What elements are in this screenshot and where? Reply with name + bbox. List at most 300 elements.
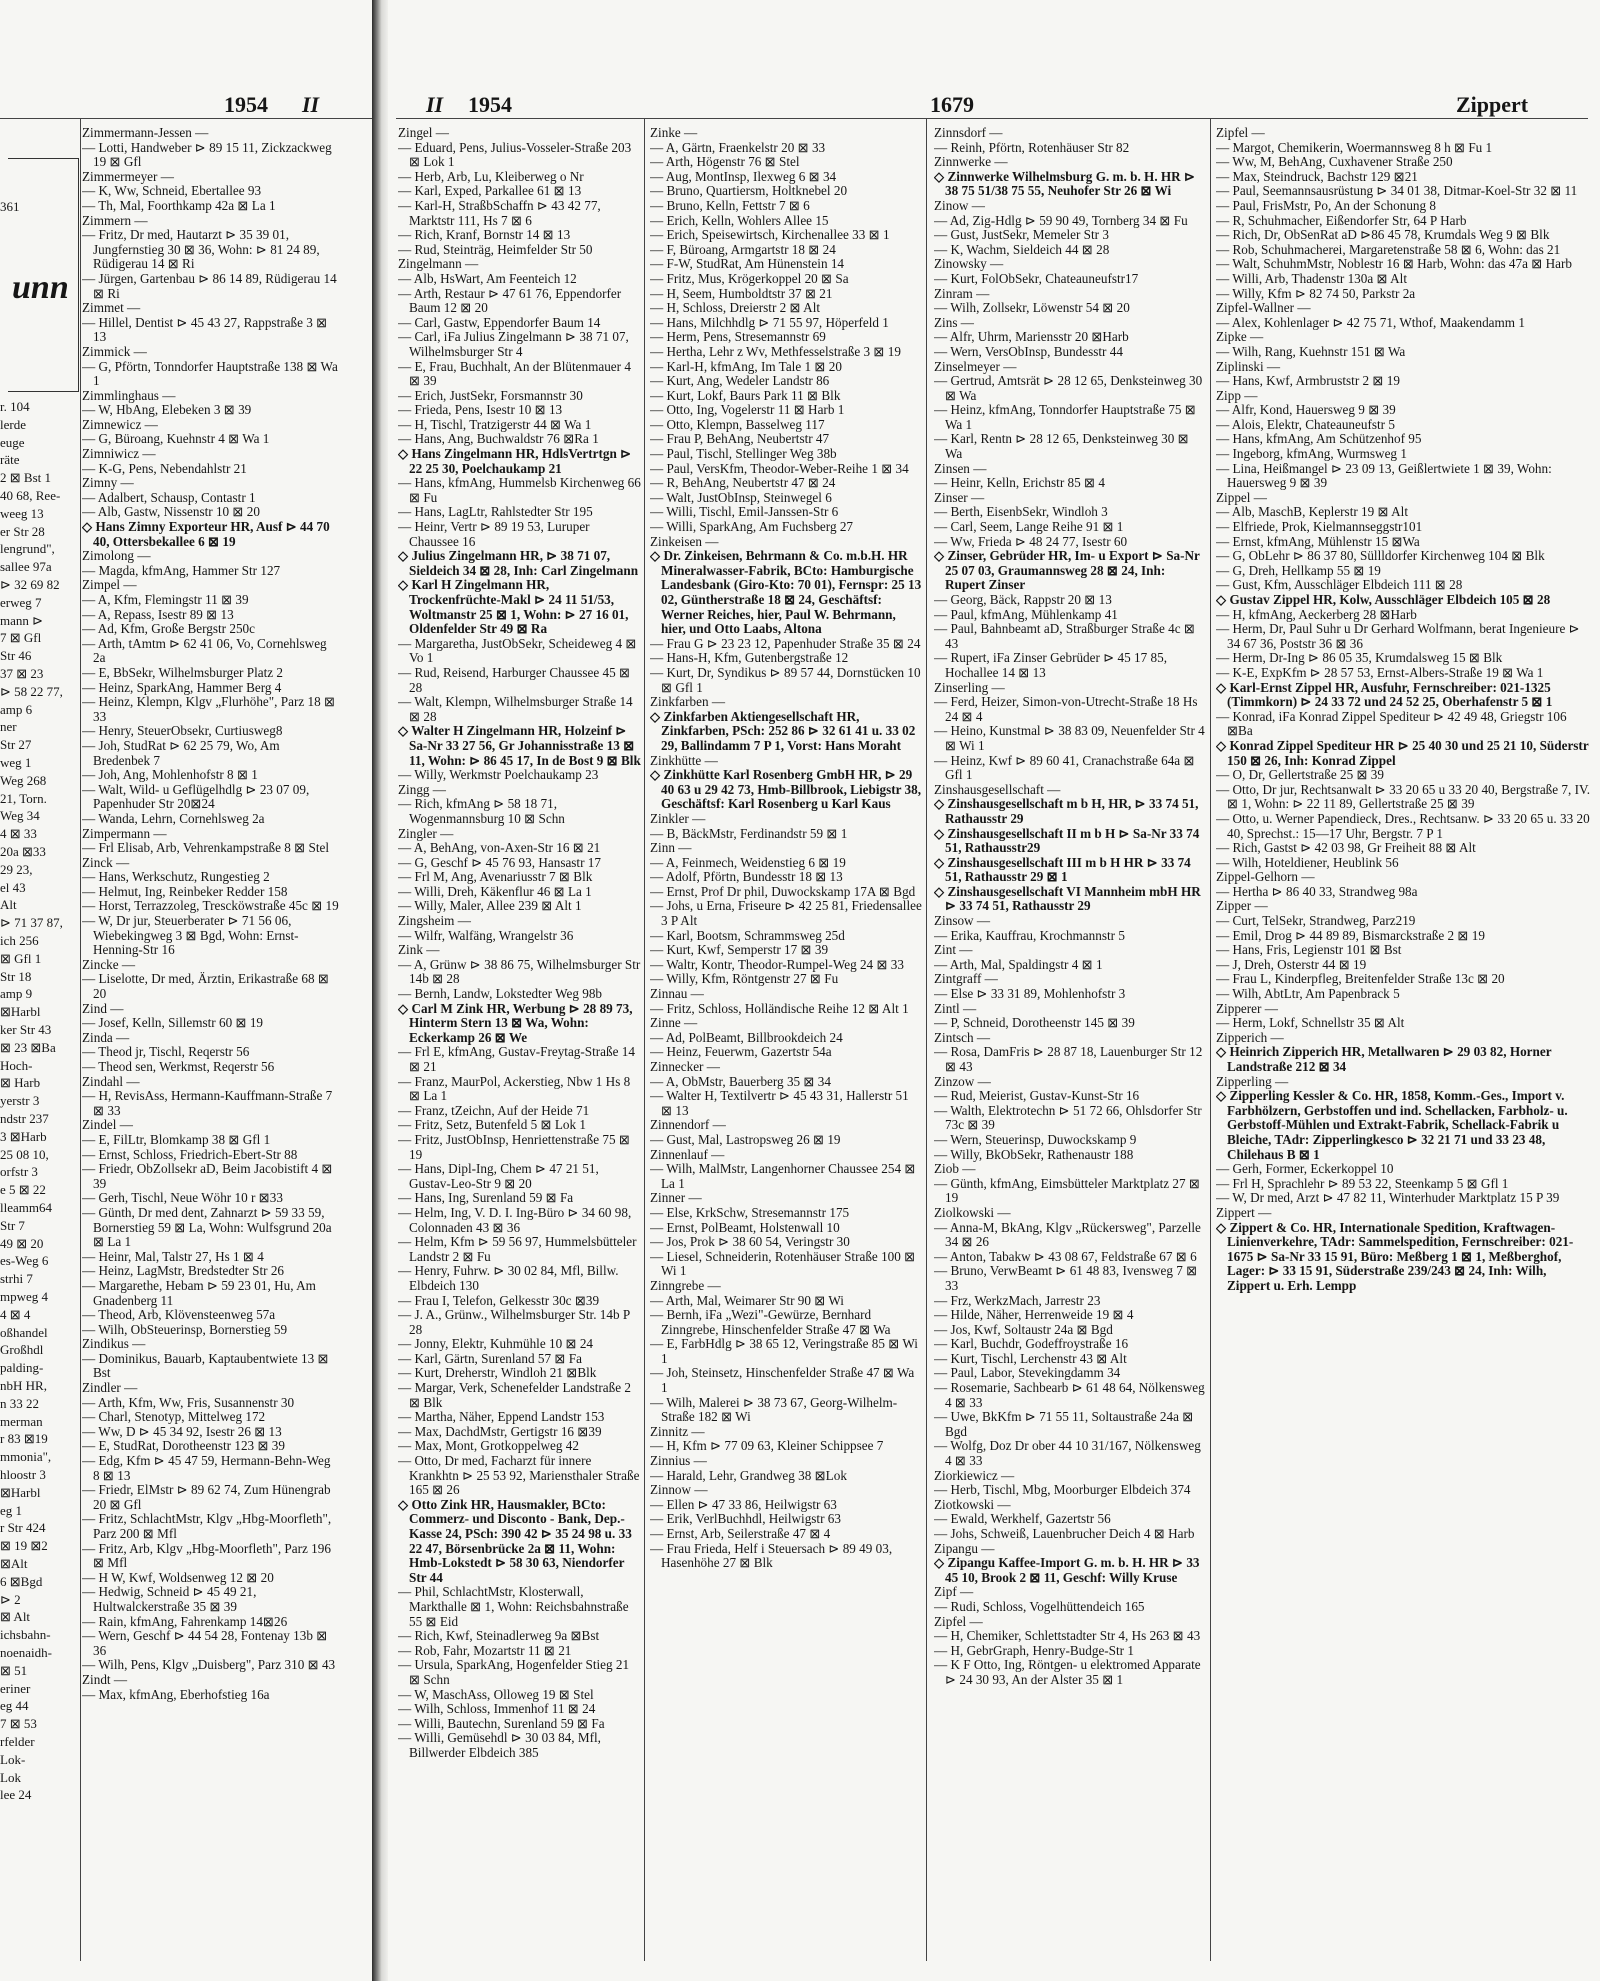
left-edge-fragment: yerstr 3 [0,1094,40,1109]
entry-line: — Friedr, ElMstr ⊳ 89 62 74, Zum Hünengrab 20 ⊠ Gfl [82,1482,331,1512]
entry-line: — Kurt, Lokf, Baurs Park 11 ⊠ Blk [650,387,841,403]
directory-entry [82,1337,340,1381]
left-edge-fragment: Weg 34 [0,809,40,824]
entry-line: — Ad, PolBeamt, Billbrookdeich 24 [650,1029,843,1045]
left-edge-fragment: weeg 13 [0,506,44,521]
entry-line: — Heinz, LagMstr, Bredstedter Str 26 [82,1263,285,1279]
entry-line: — Erich, Speisewirtsch, Kirchenallee 33 ⊠ 1 [650,227,890,243]
entry-surname: Zimmermeyer — [82,168,174,184]
entry-line: — Ferd, Heizer, Simon-von-Utrecht-Straße 18 Hs 24 ⊠ 4 [934,694,1198,724]
entry-line: — Ww, D ⊳ 45 34 92, Isestr 26 ⊠ 13 [82,1423,282,1439]
entry-line: — Wern, Steuerinsp, Duwockskamp 9 [934,1131,1137,1147]
entry-line: — Wilh, Pens, Klgv „Duisberg", Parz 310 ⊠ 43 [82,1657,336,1673]
entry-line: — Gerh, Former, Eckerkoppel 10 [1216,1161,1394,1177]
entry-line: ◇ Karl-Ernst Zippel HR, Ausfuhr, Fernschreiber: 021-1325 (Timmkorn) ⊳ 24 33 72 und 24 52 25, Oberhafenstr 5 ⊠ 1 [1216,679,1553,710]
left-edge-fragment: el 43 [0,880,26,895]
entry-line: — Arth, Restaur ⊳ 47 61 76, Eppendorfer Baum 12 ⊠ 20 [398,285,622,316]
directory-entry [650,535,922,696]
entry-line: — Hans, Fris, Legienstr 101 ⊠ Bst [1216,942,1402,958]
entry-surname: Zinne — [650,1015,698,1031]
entry-line: — Emil, Drog ⊳ 44 89 89, Bismarckstraße 2 ⊠ 19 [1216,927,1485,943]
entry-line: — Fritz, Schloss, Holländische Reihe 12 ⊠ Alt 1 [650,1000,909,1016]
entry-line: — H, RevisAss, Hermann-Kauffmann-Straße 7 ⊠ 33 [82,1088,333,1118]
entry-surname: Zippel — [1216,489,1267,505]
entry-line: — Alb, HsWart, Am Feenteich 12 [398,270,577,286]
left-edge-fragment: 49 ⊠ 20 [0,1236,44,1251]
directory-entry [650,754,922,812]
entry-surname: Zipke — [1216,329,1264,345]
entry-line: — Joh, Ang, Mohlenhofstr 8 ⊠ 1 [82,767,258,783]
entry-line: ◇ Gustav Zippel HR, Kolw, Ausschläger Elbdeich 105 ⊠ 28 [1216,592,1551,607]
entry-line: — Johs, Schweiß, Lauenbrucher Deich 4 ⊠ Harb [934,1526,1195,1541]
entry-line: ◇ Zinser, Gebrüder HR, Im- u Export ⊳ Sa-Nr 25 07 03, Graumannsweg 28 ⊠ 24, Inh: Rupert Zinser [934,548,1200,593]
entry-line: — Herm, Lokf, Schnellstr 35 ⊠ Alt [1216,1015,1405,1031]
entry-line: — Th, Mal, Foorthkamp 42a ⊠ La 1 [82,197,276,213]
column-2 [650,126,922,1571]
entry-line: — Bernh, Landw, Lokstedter Weg 98b [398,986,603,1002]
directory-entry [934,316,1206,360]
entry-surname: Zingler — [398,825,454,841]
entry-surname: Zinnendorf — [650,1117,726,1133]
entry-line: — Heino, Kunstmal ⊳ 38 83 09, Neuenfelder Str 4 ⊠ Wi 1 [934,723,1205,753]
entry-line: — Joh, StudRat ⊳ 62 25 79, Wo, Am Bredenbek 7 [82,737,280,768]
directory-entry [82,301,340,345]
entry-line: — Carl, Seem, Lange Reihe 91 ⊠ 1 [934,519,1124,535]
entry-line: — Hans-H, Kfm, Gutenbergstraße 12 [650,650,849,666]
entry-line: — Rud, Reisend, Harburger Chaussee 45 ⊠ 28 [398,664,631,695]
entry-line: — Rudi, Schloss, Vogelhüttendeich 165 [934,1598,1145,1614]
left-edge-fragment: Str 18 [0,969,32,984]
directory-entry [934,783,1206,914]
entry-line: — H, Schloss, Dreierstr 2 ⊠ Alt [650,300,821,316]
entry-surname: Zinnenlauf — [650,1146,725,1162]
entry-line: ◇ Zinshausgesellschaft III m b H HR ⊳ 33 74 51, Rathausstr 29 ⊠ 1 [934,854,1191,885]
entry-line: — Anna-M, BkAng, Klgv „Rückersweg", Parzelle 34 ⊠ 26 [934,1219,1201,1250]
entry-surname: Zincke — [82,956,136,972]
entry-surname: Zinnwerke — [934,154,1008,170]
entry-line: ◇ Julius Zingelmann HR, ⊳ 38 71 07, Sieldeich 34 ⊠ 28, Inh: Carl Zingelmann [398,548,639,578]
entry-surname: Zimpel — [82,577,137,593]
entry-line: — Frau G ⊳ 23 23 12, Papenhuder Straße 35 ⊠ 24 [650,635,921,651]
entry-line: — Carl, Gastw, Eppendorfer Baum 14 [398,314,601,330]
left-edge-fragment: orfstr 3 [0,1165,38,1180]
entry-line: — Frl Elisab, Arb, Vehrenkampstraße 8 ⊠ Stel [82,840,330,856]
entry-line: — Heinz, kfmAng, Tonndorfer Hauptstraße 75 ⊠ Wa 1 [934,402,1196,432]
entry-line: — Lotti, Handweber ⊳ 89 15 11, Zickzackweg 19 ⊠ Gfl [82,139,332,170]
directory-entry [650,1483,922,1571]
entry-line: — Rob, Schuhmacherei, Margaretenstraße 58 ⊠ 6, Wohn: das 21 [1216,241,1561,257]
left-edge-fragment: palding- [0,1361,44,1376]
entry-line: — Wilh, AbtLtr, Am Papenbrack 5 [1216,986,1400,1002]
entry-line: — Karl-H, StraßbSchaffn ⊳ 43 42 77, Marktstr 111, Hs 7 ⊠ 6 [398,197,601,228]
entry-line: — Fritz, Setz, Butenfeld 5 ⊠ Lok 1 [398,1117,586,1133]
entry-line: — Heinr, Mal, Talstr 27, Hs 1 ⊠ 4 [82,1248,264,1264]
entry-line: — Margarethe, Hebam ⊳ 59 23 01, Hu, Am Gnadenberg 11 [82,1277,316,1308]
entry-line: — Wern, VersObInsp, Bundesstr 44 [934,343,1123,359]
left-edge-fragment: lee 24 [0,1788,32,1803]
entry-line: — Alb, Gastw, Nissenstr 10 ⊠ 20 [82,504,260,520]
entry-surname: Zinn — [650,840,692,856]
entry-line: — Willy, Werkmstr Poelchaukamp 23 [398,767,599,783]
entry-line: — B, BäckMstr, Ferdinandstr 59 ⊠ 1 [650,825,848,841]
entry-line: ◇ Zinkhütte Karl Rosenberg GmbH HR, ⊳ 29 40 63 u 29 42 73, Hmb-Billbrook, Liebigstr 38, Geschäftsf: Karl Rosenberg u Karl Kaus [650,767,921,812]
entry-line: — Uwe, BkKfm ⊳ 71 55 11, Soltaustraße 24a ⊠ Bgd [934,1409,1194,1439]
entry-line: — Johs, u Erna, Friseure ⊳ 42 25 81, Friedensallee 3 P Alt [650,898,922,929]
left-edge-fragment: ⊳ 32 69 82 [0,578,60,592]
entry-line: — Hedwig, Schneid ⊳ 45 49 21, Hultwalckerstraße 35 ⊠ 39 [82,1584,257,1614]
entry-line: — Walt, Klempn, Wilhelmsburger Straße 14 ⊠ 28 [398,694,633,724]
directory-entry [82,214,340,302]
entry-surname: Zimmermann-Jessen — [82,126,209,140]
entry-line: — R, Schuhmacher, Eißendorfer Str, 64 P Harb [1216,212,1467,228]
directory-entry [934,491,1206,681]
entry-line: — Ursula, SparkAng, Hogenfelder Stieg 21 ⊠ Schn [398,1657,630,1687]
left-edge-fragment: 7 ⊠ Gfl [0,631,42,646]
directory-entry [82,1031,340,1075]
left-edge-fragment: ⊠Alt [0,1557,28,1571]
entry-line: — H, GebrGraph, Henry-Budge-Str 1 [934,1642,1134,1658]
left-edge-fragment: 29 23, [0,862,33,877]
entry-line: — Wolfg, Doz Dr ober 44 10 31/167, Nölkensweg 4 ⊠ 33 [934,1438,1201,1469]
entry-surname: Zinser — [934,489,985,505]
entry-surname: Zipfel-Wallner — [1216,300,1311,316]
left-edge-fragment: Alt [0,898,17,913]
entry-line: ◇ Zinshausgesellschaft II m b H ⊳ Sa-Nr 33 74 51, Rathausstr29 [934,825,1200,856]
left-edge-fragment: 4 ⊠ 4 [0,1307,31,1322]
entry-line: — Theod jr, Tischl, Reqerstr 56 [82,1044,250,1060]
entry-surname: Zindler — [82,1380,138,1396]
entry-surname: Zinnsdorf — [934,126,1003,140]
directory-entry [934,1206,1206,1469]
entry-line: — G, ObLehr ⊳ 86 37 80, Süllldorfer Kirchenweg 104 ⊠ Blk [1216,548,1545,564]
left-edge-fragment: amp 9 [0,987,33,1002]
entry-line: — Frl M, Ang, Avenariusstr 7 ⊠ Blk [398,869,593,885]
entry-line: — Frau I, Telefon, Gelkesstr 30c ⊠39 [398,1292,600,1308]
entry-line: — Willy, Maler, Allee 239 ⊠ Alt 1 [398,898,582,914]
entry-surname: Zimolong — [82,548,151,564]
entry-surname: Zindt — [82,1671,128,1687]
entry-line: — Hans, Ang, Buchwaldstr 76 ⊠Ra 1 [398,431,599,447]
entry-line: ◇ Zinshausgesellschaft m b H, HR, ⊳ 33 74 51, Rathausstr 29 [934,796,1199,826]
entry-line: — Willi, Dreh, Käkenflur 46 ⊠ La 1 [398,883,592,899]
entry-line: — Margaretha, JustObSekr, Scheideweg 4 ⊠ Vo 1 [398,635,637,666]
left-edge-fragment: 40 68, Ree- [0,489,61,503]
entry-line: — Wern, Geschf ⊳ 44 54 28, Fontenay 13b ⊠ 36 [82,1628,328,1658]
entry-line: — Paul, Seemannsausrüstung ⊳ 34 01 38, Ditmar-Koel-Str 32 ⊠ 11 [1216,183,1578,199]
directory-entry [82,549,340,578]
entry-line: — Hertha ⊳ 86 40 33, Strandweg 98a [1216,883,1418,899]
directory-entry [934,1031,1206,1075]
entry-line: — Fritz, SchlachtMstr, Klgv „Hbg-Moorfleth", Parz 200 ⊠ Mfl [82,1511,332,1541]
entry-line: — H W, Kwf, Woldsenweg 12 ⊠ 20 [82,1569,274,1585]
directory-entry [82,389,340,418]
entry-line: — Walt, Wild- u Geflügelhdlg ⊳ 23 07 09, Papenhuder Str 20⊠24 [82,781,310,812]
entry-line: — Margar, Verk, Schenefelder Landstraße 2 ⊠ Blk [398,1380,631,1410]
entry-line: — E, FarbHdlg ⊳ 38 65 12, Veringstraße 85 ⊠ Wi 1 [650,1336,918,1366]
directory-entry [82,578,340,826]
left-edge-fragment: nbH HR, [0,1379,47,1393]
entry-line: — Herb, Arb, Lu, Kleiberweg o Nr [398,168,584,184]
directory-entry [82,476,340,549]
entry-line: — Bruno, Kelln, Fettstr 7 ⊠ 6 [650,197,810,213]
entry-line: — Wilh, ObSteuerinsp, Bornerstieg 59 [82,1321,288,1337]
left-edge-fragment: lerde [0,417,26,432]
directory-entry [1216,1031,1592,1075]
entry-surname: Zipfel — [1216,126,1265,140]
left-edge-fragment: Hoch- [0,1058,33,1073]
entry-line: — E, StudRat, Dorotheenstr 123 ⊠ 39 [82,1438,285,1454]
entry-line: — Paul, Labor, Stevekingdamm 34 [934,1365,1121,1381]
entry-surname: Zipperich — [1216,1029,1284,1045]
directory-entry [1216,360,1592,389]
directory-entry [82,447,340,476]
left-edge-fragment: Weg 268 [0,773,47,788]
entry-line: — Arth, Mal, Spaldingstr 4 ⊠ 1 [934,956,1103,972]
left-edge-fragment: 3 ⊠Harb [0,1129,47,1144]
entry-line: — Bernh, iFa „Wezi"-Gewürze, Bernhard Zinngrebe, Hinschenfelder Straße 47 ⊠ Wa [650,1307,891,1337]
directory-entry [82,170,340,214]
directory-entry [82,418,340,447]
left-edge-fragment: hloostr 3 [0,1468,46,1482]
entry-line: ◇ Zinshausgesellschaft VI Mannheim mbH HR ⊳ 33 74 51, Rathausstr 29 [934,883,1201,914]
entry-surname: Zinda — [82,1029,130,1045]
entry-line: — Lina, Heißmangel ⊳ 23 09 13, Geißlertwiete 1 ⊠ 39, Wohn: Hauersweg 9 ⊠ 39 [1216,460,1552,491]
entry-line: — Helm, Kfm ⊳ 59 56 97, Hummelsbütteler Landstr 2 ⊠ Fu [398,1234,637,1264]
left-edge-fragment: lleamm64 [0,1201,52,1215]
directory-entry [934,1585,1206,1614]
column-rule [1210,118,1211,1961]
directory-entry [82,827,340,856]
left-edge-fragment: 37 ⊠ 23 [0,667,44,681]
header-rule [396,118,1588,119]
left-edge-fragment: eg 1 [0,1503,23,1518]
directory-entry [82,345,340,389]
entry-line: — Else, KrkSchw, Stresemannstr 175 [650,1204,850,1220]
entry-line: — Frau Frieda, Helf i Steuersach ⊳ 89 49 03, Hasenhöhe 27 ⊠ Blk [650,1540,893,1571]
left-column-rule [80,118,81,1961]
entry-line: — Kurt, Dr, Syndikus ⊳ 89 57 44, Dornstücken 10 ⊠ Gfl 1 [650,664,921,695]
entry-line: — Frl H, Sprachlehr ⊳ 89 53 22, Steenkamp 5 ⊠ Gfl 1 [1216,1175,1509,1191]
entry-surname: Ziplinski — [1216,358,1281,374]
entry-surname: Ziob — [934,1161,976,1177]
entry-line: — Magda, kfmAng, Hammer Str 127 [82,562,281,578]
left-edge-fragment: e 5 ⊠ 22 [0,1183,46,1198]
entry-line: — Willy, Kfm ⊳ 82 74 50, Parkstr 2a [1216,285,1416,301]
left-edge-fragment: ndstr 237 [0,1112,49,1126]
entry-line: — Liesel, Schneiderin, Rotenhäuser Straße 100 ⊠ Wi 1 [650,1248,916,1279]
entry-line: — Walt, SchuhmMstr, Noblestr 16 ⊠ Harb, Wohn: das 47a ⊠ Harb [1216,256,1572,272]
left-inset-text: unn [12,269,69,306]
entry-line: — K-G, Pens, Nebendahlstr 21 [82,460,247,476]
column-4 [1216,126,1592,1294]
entry-line: — A, Gärtn, Fraenkelstr 20 ⊠ 33 [650,139,826,155]
entry-surname: Zipangu — [934,1540,995,1556]
entry-line: — Jürgen, Gartenbau ⊳ 86 14 89, Rüdigerau 14 ⊠ Ri [82,270,337,301]
directory-entry [398,827,642,915]
entry-line: — Erich, Kelln, Wohlers Allee 15 [650,212,829,228]
entry-line: — Rosa, DamFris ⊳ 28 87 18, Lauenburger Str 12 ⊠ 43 [934,1044,1203,1074]
entry-line: — Theod sen, Werkmst, Reqerstr 56 [82,1059,275,1074]
entry-line: — Hans, Ing, Surenland 59 ⊠ Fa [398,1190,574,1206]
entry-line: — Otto, u. Werner Papendieck, Dres., Rechtsanw. ⊳ 33 20 65 u. 33 20 40, Sprechst.: 15—17 Uhr, Bergstr. 7 P 1 [1216,810,1590,841]
entry-line: — O, Dr, Gellertstraße 25 ⊠ 39 [1216,767,1384,783]
entry-surname: Zippert — [1216,1204,1272,1220]
directory-entry [934,914,1206,943]
directory-entry [1216,330,1592,359]
entry-line: — E, BbSekr, Wilhelmsburger Platz 2 [82,664,284,680]
entry-surname: Zinner — [650,1190,702,1206]
entry-line: — Alois, Elektr, Chateauneufstr 5 [1216,416,1395,432]
entry-line: — Adolf, Pförtn, Bundesstr 18 ⊠ 13 [650,869,843,885]
directory-entry [934,462,1206,491]
entry-surname: Zipperling — [1216,1073,1289,1089]
directory-entry [650,1191,922,1279]
entry-surname: Zimpermann — [82,825,167,841]
entry-line: — E, FilLtr, Blomkamp 38 ⊠ Gfl 1 [82,1131,271,1147]
entry-line: — Rain, kfmAng, Fahrenkamp 14⊠26 [82,1613,288,1629]
left-edge-fragment: r Str 424 [0,1521,46,1536]
entry-line: — Ad, Zig-Hdlg ⊳ 59 90 49, Tornberg 34 ⊠ Fu [934,212,1188,228]
left-edge-fragment: Str 27 [0,738,32,753]
left-edge-fragment: er Str 28 [0,524,45,539]
entry-line: — W, HbAng, Elebeken 3 ⊠ 39 [82,402,252,418]
left-edge-fragment: ⊠ 19 ⊠2 [0,1539,48,1554]
left-edge-fragment: noenaidh- [0,1646,52,1660]
entry-line: — Dominikus, Bauarb, Kaptaubentwiete 13 ⊠ Bst [82,1350,329,1381]
left-page [0,0,372,1981]
entry-line: — Bruno, Quartiersm, Holtknebel 20 [650,183,848,199]
entry-line: — Karl-H, kfmAng, Im Tale 1 ⊠ 20 [650,358,842,374]
entry-line: ◇ Walter H Zingelmann HR, Holzeinf ⊳ Sa-Nr 33 27 56, Gr Johannisstraße 13 ⊠ 11, Wohn: ⊳ 86 45 17, In de Bost 9 ⊠ Blk [398,723,641,768]
entry-line: — Hans, LagLtr, Rahlstedter Str 195 [398,504,593,520]
entry-surname: Zimmlinghaus — [82,387,176,403]
entry-line: — Wilh, Rang, Kuehnstr 151 ⊠ Wa [1216,343,1406,359]
entry-line: — Kurt, Dreherstr, Windloh 21 ⊠Blk [398,1365,597,1381]
entry-surname: Ziorkiewicz — [934,1467,1015,1483]
left-edge-fragment: eriner [0,1681,31,1696]
entry-line: — Erich, JustSekr, Forsmannstr 30 [398,387,583,403]
directory-entry [82,856,340,958]
entry-line: — H, Seem, Humboldtstr 37 ⊠ 21 [650,285,833,301]
left-edge-fragment: 21, Torn. [0,791,47,806]
entry-line: — Alb, MaschB, Keplerstr 19 ⊠ Alt [1216,504,1408,520]
entry-line: — Margot, Chemikerin, Woermannsweg 8 h ⊠ Fu 1 [1216,139,1493,155]
entry-line: — Wanda, Lehrn, Cornehlsweg 2a [82,810,265,826]
entry-line: — Hans, kfmAng, Hummelsb Kirchenweg 66 ⊠ Fu [398,475,641,505]
directory-entry [82,1118,340,1337]
entry-line: — G, Büroang, Kuehnstr 4 ⊠ Wa 1 [82,431,270,447]
entry-line: — Theod, Arb, Klövensteenweg 57a [82,1307,276,1323]
entry-surname: Zint — [934,942,973,958]
entry-line: — K, Wachm, Sieldeich 44 ⊠ 28 [934,241,1110,257]
entry-line: — Rob, Fahr, Mozartstr 11 ⊠ 21 [398,1642,572,1658]
entry-line: — Rich, Gastst ⊳ 42 03 98, Gr Freiheit 88 ⊠ Alt [1216,840,1476,856]
entry-line: — Ernst, Prof Dr phil, Duwockskamp 17A ⊠ Bgd [650,883,916,899]
entry-line: — Frieda, Pens, Isestr 10 ⊠ 13 [398,402,563,418]
entry-surname: Zins — [934,314,974,330]
directory-entry [650,1016,922,1060]
left-edge-fragment: 2 ⊠ Bst 1 [0,471,51,486]
entry-line: — Gertrud, Amtsrät ⊳ 28 12 65, Denksteinweg 30 ⊠ Wa [934,373,1203,403]
entry-surname: Zinck — [82,854,130,870]
entry-line: — Fritz, Mus, Krögerkoppel 20 ⊠ Sa [650,270,849,286]
entry-surname: Zink — [398,942,440,958]
directory-entry [934,1075,1206,1163]
entry-line: — G, Geschf ⊳ 45 76 93, Hansastr 17 [398,854,601,870]
entry-line: — Hans, kfmAng, Am Schützenhof 95 [1216,431,1422,447]
entry-line: — Heinz, Klempn, Klgv „Flurhöhe", Parz 18 ⊠ 33 [82,694,336,724]
entry-surname: Zinngrebe — [650,1277,721,1293]
entry-line: — H, Tischl, Tratzigerstr 44 ⊠ Wa 1 [398,416,592,432]
entry-surname: Zindikus — [82,1336,146,1352]
entry-line: — Karl, Bootsm, Schrammsweg 25d [650,927,845,943]
entry-line: — A, Grünw ⊳ 38 86 75, Wilhelmsburger Str 14b ⊠ 28 [398,956,641,987]
book-gutter [372,0,388,1981]
entry-surname: Zinowsky — [934,256,1004,272]
left-edge-fragment: oßhandel [0,1325,48,1340]
entry-line: — Willy, Kfm, Röntgenstr 27 ⊠ Fu [650,971,839,987]
entry-line: — Alfr, Kond, Hauersweg 9 ⊠ 39 [1216,402,1396,418]
directory-entry [650,1454,922,1483]
entry-line: — Aug, MontInsp, Ilexweg 6 ⊠ 34 [650,168,837,184]
entry-line: — Frl E, kfmAng, Gustav-Freytag-Straße 14 ⊠ 21 [398,1044,635,1074]
entry-line: — Günth, Dr med dent, Zahnarzt ⊳ 59 33 59, Bornerstieg 59 ⊠ La, Wohn: Wulfsgrund 20a ⊠ La 1 [82,1204,332,1250]
entry-line: — Otto, Klempn, Basselweg 117 [650,416,825,432]
left-edge-fragment: ⊠ Gfl 1 [0,951,42,966]
entry-line: — Georg, Bäck, Rappstr 20 ⊠ 13 [934,592,1112,607]
directory-entry [650,1148,922,1192]
entry-line: — Willi, Bautechn, Surenland 59 ⊠ Fa [398,1715,605,1731]
entry-line: — Ellen ⊳ 47 33 86, Heilwigstr 63 [650,1496,837,1512]
entry-line: — Elfriede, Prok, Kielmannseggstr101 [1216,519,1423,535]
left-edge-fragment: amp 6 [0,702,33,717]
entry-line: — Ww, M, BehAng, Cuxhavener Straße 250 [1216,154,1453,170]
directory-entry [934,1542,1206,1586]
entry-line: — Karl, Buchdr, Godeffroystraße 16 [934,1336,1129,1352]
entry-line: — Paul, VersKfm, Theodor-Weber-Reihe 1 ⊠ 34 [650,460,909,476]
entry-surname: Zippel-Gelhorn — [1216,869,1315,885]
left-header-year: 1954 [224,92,268,117]
left-edge-fragment: eg 44 [0,1699,29,1714]
entry-line: — E, Frau, Buchhalt, An der Blütenmauer 4 ⊠ 39 [398,358,631,389]
entry-line: — R, BehAng, Neubertstr 47 ⊠ 24 [650,475,836,491]
entry-line: — Paul, Tischl, Stellinger Weg 38b [650,446,837,462]
entry-line: — Karl, Exped, Parkallee 61 ⊠ 13 [398,183,582,199]
entry-line: — Max, DachdMstr, Gertigstr 16 ⊠39 [398,1423,602,1439]
directory-entry [934,287,1206,316]
entry-line: — Ww, Frieda ⊳ 48 24 77, Isestr 60 [934,533,1128,549]
directory-entry [398,783,642,827]
entry-line: — Heinz, SparkAng, Hammer Berg 4 [82,679,282,695]
entry-line: — Frz, WerkzMach, Jarrestr 23 [934,1292,1101,1308]
entry-surname: Zimnewicz — [82,416,158,432]
entry-line: — Walt, JustObInsp, Steinwegel 6 [650,489,832,505]
directory-entry [934,943,1206,972]
entry-line: — Willi, Tischl, Emil-Janssen-Str 6 [650,504,839,520]
entry-line: — A, Kfm, Flemingstr 11 ⊠ 39 [82,592,249,607]
entry-line: — K, Ww, Schneid, Ebertallee 93 [82,183,262,199]
left-edge-fragment: erweg 7 [0,595,42,610]
entry-surname: Zipf — [934,1584,974,1600]
entry-surname: Zinsow — [934,913,991,929]
entry-line: — Reinh, Pförtn, Rotenhäuser Str 82 [934,139,1130,155]
entry-line: — Erika, Kauffrau, Krochmannstr 5 [934,927,1125,943]
directory-entry [650,812,922,841]
entry-line: — Willi, Arb, Thadenstr 130a ⊠ Alt [1216,270,1407,286]
entry-line: — Herm, Pens, Stresemannstr 69 [650,329,826,345]
entry-line: — Fritz, Arb, Klgv „Hbg-Moorfleth", Parz 196 ⊠ Mfl [82,1540,331,1571]
entry-line: — Heinz, Kwf ⊳ 89 60 41, Cranachstraße 64a ⊠ Gfl 1 [934,752,1195,783]
